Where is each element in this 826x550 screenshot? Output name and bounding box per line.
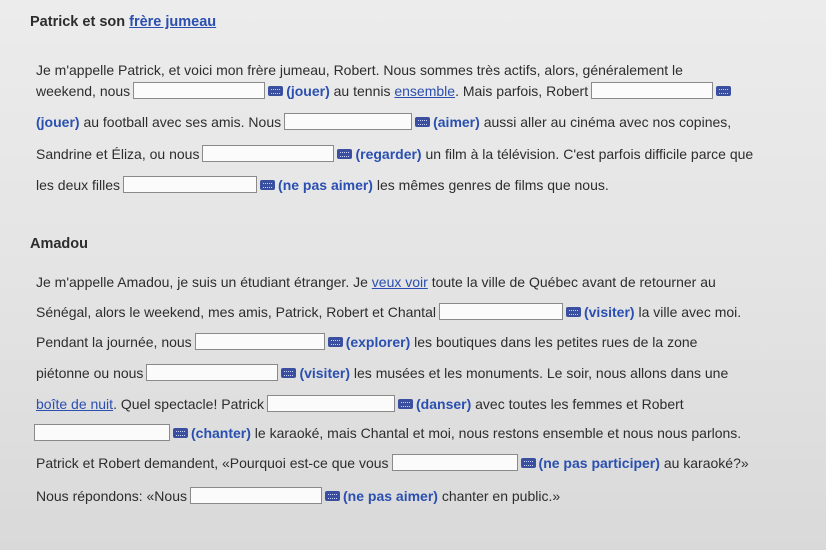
hint-visiter: (visiter) — [299, 364, 351, 381]
answer-input-12[interactable] — [190, 487, 322, 504]
s2-line2 — [36, 303, 741, 320]
hint-ne-pas-aimer: (ne pas aimer) — [278, 176, 373, 193]
text: . Mais parfois, Robert — [455, 82, 589, 99]
s1-line4 — [36, 145, 753, 162]
s2-line6 — [34, 424, 741, 441]
keyboard-icon[interactable] — [328, 337, 343, 347]
text: . Quel spectacle! Patrick — [113, 395, 265, 412]
text: les deux filles — [36, 176, 121, 193]
s1-line2 — [36, 82, 734, 99]
text: piétonne ou nous — [36, 364, 144, 381]
section-title-amadou — [30, 236, 88, 252]
text: les mêmes genres de films que nous. — [376, 176, 609, 193]
answer-input-8[interactable] — [146, 364, 278, 381]
text: un film à la télévision. C'est parfois difficile parce que — [425, 145, 754, 162]
keyboard-icon[interactable] — [325, 491, 340, 501]
s2-line7 — [36, 454, 749, 471]
s2-line3 — [36, 333, 697, 350]
text: la ville avec moi. — [638, 303, 742, 320]
text: Je m'appelle Patrick, et voici mon frère jumeau, Robert. Nous sommes très actifs, alors, généralement le — [36, 62, 683, 78]
link-veux-voir[interactable]: veux voir — [371, 274, 428, 290]
s2-line5 — [36, 395, 684, 412]
keyboard-icon[interactable] — [281, 368, 296, 378]
hint-danser: (danser) — [416, 395, 472, 412]
hint-ne-pas-aimer: (ne pas aimer) — [343, 487, 438, 504]
text: les musées et les monuments. Le soir, nous allons dans une — [353, 364, 729, 381]
answer-input-2[interactable] — [591, 82, 713, 99]
answer-input-6[interactable] — [439, 303, 563, 320]
s2-line8 — [36, 487, 560, 504]
answer-input-10[interactable] — [34, 424, 170, 441]
text: chanter en public.» — [441, 487, 561, 504]
text: Sénégal, alors le weekend, mes amis, Patrick, Robert et Chantal — [36, 303, 436, 320]
hint-aimer: (aimer) — [433, 113, 480, 130]
keyboard-icon[interactable] — [337, 149, 352, 159]
answer-input-9[interactable] — [267, 395, 395, 412]
keyboard-icon[interactable] — [415, 117, 430, 127]
answer-input-5[interactable] — [123, 176, 257, 193]
hint-jouer: (jouer) — [36, 113, 80, 130]
hint-jouer: (jouer) — [286, 82, 330, 99]
answer-input-11[interactable] — [392, 454, 518, 471]
s2-line4 — [36, 364, 728, 381]
answer-input-3[interactable] — [284, 113, 412, 130]
text: Pendant la journée, nous — [36, 333, 192, 350]
answer-input-4[interactable] — [202, 145, 334, 162]
hint-explorer: (explorer) — [345, 333, 411, 350]
keyboard-icon[interactable] — [268, 86, 283, 96]
text: aussi aller au cinéma avec nos copines, — [483, 113, 732, 130]
link-ensemble[interactable]: ensemble — [394, 82, 456, 99]
keyboard-icon[interactable] — [173, 428, 188, 438]
hint-chanter: (chanter) — [191, 424, 251, 441]
text: au tennis — [333, 82, 391, 99]
text: les boutiques dans les petites rues de la zone — [414, 333, 698, 350]
s1-line1 — [36, 62, 683, 78]
text: le karaoké, mais Chantal et moi, nous restons ensemble et nous nous parlons. — [254, 424, 742, 441]
keyboard-icon[interactable] — [716, 86, 731, 96]
text: Sandrine et Éliza, ou nous — [36, 145, 200, 162]
s2-line1 — [36, 274, 716, 290]
s1-line3 — [36, 113, 731, 130]
link-frere-jumeau[interactable]: frère jumeau — [129, 14, 217, 30]
s1-line5 — [36, 176, 609, 193]
text: toute la ville de Québec avant de retourner au — [431, 274, 716, 290]
hint-regarder: (regarder) — [355, 145, 422, 162]
keyboard-icon[interactable] — [398, 399, 413, 409]
text: weekend, nous — [36, 82, 131, 99]
answer-input-1[interactable] — [133, 82, 265, 99]
text: Nous répondons: «Nous — [36, 487, 187, 504]
answer-input-7[interactable] — [195, 333, 325, 350]
keyboard-icon[interactable] — [521, 458, 536, 468]
text: Je m'appelle Amadou, je suis un étudiant étranger. Je — [36, 274, 368, 290]
hint-ne-pas-participer: (ne pas participer) — [538, 454, 660, 471]
text: Patrick et Robert demandent, «Pourquoi est-ce que vous — [36, 454, 389, 471]
keyboard-icon[interactable] — [566, 307, 581, 317]
keyboard-icon[interactable] — [260, 180, 275, 190]
text: au football avec ses amis. Nous — [83, 113, 282, 130]
title-text: Patrick et son — [30, 14, 126, 30]
text: avec toutes les femmes et Robert — [475, 395, 684, 412]
title-text: Amadou — [30, 236, 88, 252]
text: au karaoké?» — [663, 454, 749, 471]
hint-visiter: (visiter) — [583, 303, 635, 320]
link-boite-de-nuit[interactable]: boîte de nuit — [36, 395, 114, 412]
section-title-patrick — [30, 14, 216, 30]
